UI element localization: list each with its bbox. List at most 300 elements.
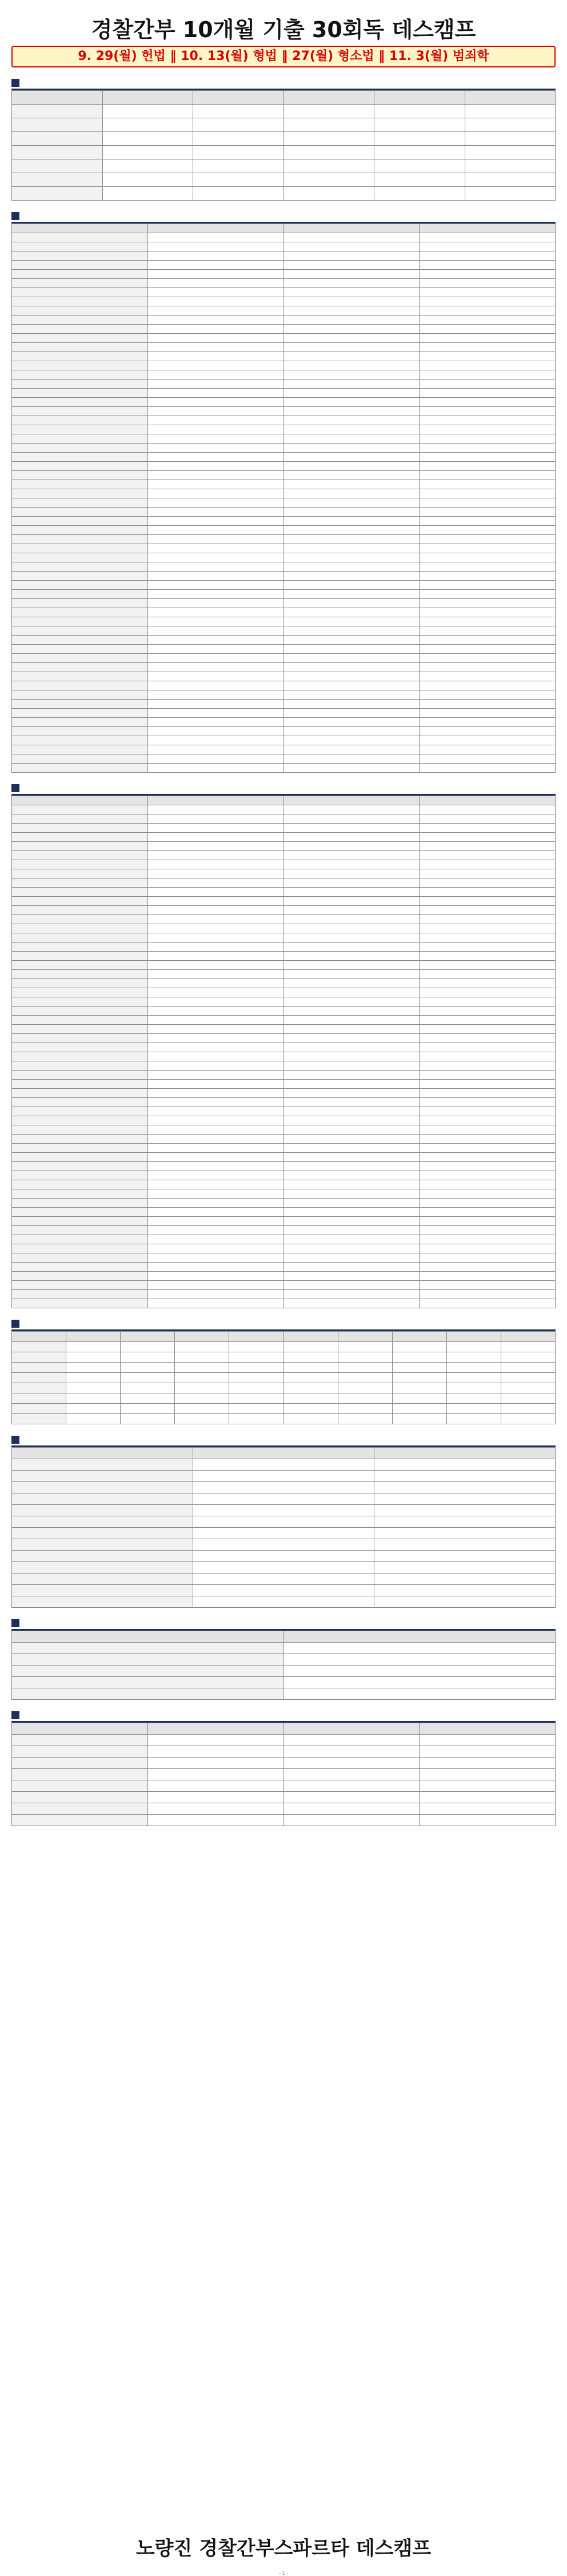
table-cell — [147, 1299, 284, 1308]
table-cell — [229, 1373, 284, 1383]
table-row — [12, 970, 556, 979]
table-header-cell — [66, 1332, 121, 1342]
table-cell — [12, 1107, 148, 1116]
table-cell — [284, 288, 420, 297]
table-cell — [175, 1404, 229, 1414]
table-cell — [284, 159, 374, 173]
table-cell — [284, 805, 420, 814]
table-cell — [284, 1688, 556, 1700]
table-cell — [284, 745, 420, 754]
table-cell — [284, 727, 420, 736]
table-row — [12, 833, 556, 842]
table-cell — [284, 1404, 338, 1414]
table-row — [12, 1482, 556, 1493]
table-cell — [284, 315, 420, 325]
table-cell — [284, 233, 420, 242]
table-cell — [284, 1135, 420, 1144]
table-cell — [284, 1383, 338, 1393]
table-cell — [147, 897, 284, 906]
table-row — [12, 1769, 556, 1780]
table-cell — [374, 146, 465, 159]
table-cell — [284, 997, 420, 1007]
table-row — [12, 325, 556, 334]
table-cell — [501, 1352, 555, 1363]
table-row — [12, 1080, 556, 1089]
table-cell — [147, 1253, 284, 1263]
table-row — [12, 1043, 556, 1052]
table-cell — [147, 297, 284, 306]
table-cell — [420, 754, 556, 764]
table-cell — [12, 1061, 148, 1071]
section-marker-icon — [11, 1436, 19, 1444]
table-cell — [420, 416, 556, 425]
table-row — [12, 1016, 556, 1025]
table-cell — [284, 878, 420, 888]
table-cell — [284, 1043, 420, 1052]
table-cell — [147, 1244, 284, 1253]
table-cell — [284, 942, 420, 952]
table-cell — [12, 617, 148, 626]
table-row — [12, 315, 556, 325]
table-cell — [284, 654, 420, 663]
table-cell — [374, 132, 465, 146]
table-cell — [420, 1780, 556, 1792]
table-cell — [420, 764, 556, 773]
table-cell — [420, 842, 556, 851]
table-cell — [66, 1393, 121, 1404]
table-cell — [284, 325, 420, 334]
table-cell — [284, 718, 420, 727]
table-cell — [420, 1016, 556, 1025]
table-cell — [12, 352, 148, 361]
table-cell — [12, 1007, 148, 1016]
table-cell — [12, 851, 148, 860]
table-row — [12, 626, 556, 636]
table-cell — [12, 1290, 148, 1299]
section-marker-icon — [11, 212, 19, 220]
table-cell — [284, 1373, 338, 1383]
table-row — [12, 233, 556, 242]
table-cell — [420, 942, 556, 952]
table-cell — [284, 1363, 338, 1373]
table-cell — [12, 599, 148, 608]
table-cell — [12, 361, 148, 370]
table-row — [12, 745, 556, 754]
table-row — [12, 535, 556, 544]
table-row — [12, 1666, 556, 1677]
table-cell — [284, 1144, 420, 1153]
table-cell — [147, 942, 284, 952]
table-cell — [147, 279, 284, 288]
table-cell — [193, 173, 284, 187]
table-cell — [420, 1007, 556, 1016]
table-row — [12, 1414, 556, 1424]
table-row — [12, 517, 556, 526]
table-cell — [284, 1666, 556, 1677]
table-cell — [284, 1654, 556, 1666]
table-cell — [147, 1290, 284, 1299]
table-cell — [420, 700, 556, 709]
table-row — [12, 878, 556, 888]
table-row — [12, 1677, 556, 1688]
table-cell — [12, 517, 148, 526]
table-cell — [420, 489, 556, 498]
table-cell — [12, 1735, 148, 1746]
table-cell — [147, 1758, 284, 1769]
table-cell — [147, 833, 284, 842]
table-cell — [420, 1162, 556, 1171]
table-cell — [12, 897, 148, 906]
table-cell — [12, 1482, 193, 1493]
table-cell — [147, 952, 284, 961]
table-cell — [420, 1199, 556, 1208]
table-cell — [284, 306, 420, 315]
table-cell — [147, 814, 284, 824]
table-cell — [420, 270, 556, 279]
section-4-header — [11, 1317, 556, 1331]
table-cell — [284, 860, 420, 869]
section-4-table — [11, 1331, 556, 1424]
table-cell — [420, 952, 556, 961]
table-cell — [374, 1573, 556, 1585]
table-row — [12, 1539, 556, 1551]
table-row — [12, 1654, 556, 1666]
section-2-header — [11, 210, 556, 223]
table-row — [12, 1199, 556, 1208]
table-cell — [12, 833, 148, 842]
table-cell — [12, 1272, 148, 1281]
table-cell — [420, 970, 556, 979]
table-cell — [193, 118, 284, 132]
table-cell — [284, 1253, 420, 1263]
table-cell — [284, 535, 420, 544]
table-cell — [284, 1052, 420, 1061]
schedule-banner: 9. 29(월) 헌법 ‖ 10. 13(월) 형법 ‖ 27(월) 형소법 ‖ 11. 3(월) 범죄학 — [11, 46, 556, 67]
table-cell — [284, 1080, 420, 1089]
table-cell — [147, 933, 284, 942]
table-row — [12, 187, 556, 201]
table-cell — [284, 471, 420, 480]
table-row — [12, 851, 556, 860]
table-cell — [147, 805, 284, 814]
table-cell — [420, 233, 556, 242]
table-cell — [420, 1061, 556, 1071]
table-cell — [284, 1071, 420, 1080]
table-cell — [420, 343, 556, 352]
table-cell — [12, 471, 148, 480]
table-row — [12, 1723, 556, 1735]
table-cell — [420, 1025, 556, 1034]
section-6-header — [11, 1617, 556, 1631]
table-row — [12, 1272, 556, 1281]
table-cell — [420, 1208, 556, 1217]
table-row — [12, 462, 556, 471]
section-3-table — [11, 796, 556, 1308]
table-cell — [12, 1342, 66, 1352]
table-row — [12, 1363, 556, 1373]
table-cell — [12, 805, 148, 814]
table-cell — [12, 288, 148, 297]
table-cell — [420, 444, 556, 453]
section-3 — [11, 782, 556, 1308]
table-cell — [12, 1016, 148, 1025]
table-cell — [374, 1482, 556, 1493]
table-cell — [147, 764, 284, 773]
table-row — [12, 915, 556, 924]
table-cell — [420, 805, 556, 814]
table-cell — [147, 270, 284, 279]
table-cell — [12, 1217, 148, 1226]
table-cell — [420, 526, 556, 535]
table-cell — [420, 1125, 556, 1135]
table-cell — [420, 535, 556, 544]
table-cell — [420, 1135, 556, 1144]
table-cell — [147, 654, 284, 663]
table-row — [12, 1792, 556, 1803]
table-cell — [420, 727, 556, 736]
table-cell — [12, 1125, 148, 1135]
table-cell — [338, 1363, 392, 1373]
table-row — [12, 842, 556, 851]
table-cell — [12, 233, 148, 242]
table-cell — [420, 988, 556, 997]
table-cell — [147, 599, 284, 608]
table-cell — [12, 1654, 284, 1666]
table-row — [12, 1135, 556, 1144]
table-cell — [284, 754, 420, 764]
table-cell — [12, 1404, 66, 1414]
table-cell — [147, 915, 284, 924]
table-cell — [12, 979, 148, 988]
table-cell — [284, 370, 420, 380]
table-cell — [12, 1539, 193, 1551]
table-cell — [147, 1746, 284, 1758]
table-cell — [12, 251, 148, 261]
table-row — [12, 1528, 556, 1539]
table-cell — [193, 1551, 374, 1562]
table-row — [12, 897, 556, 906]
table-cell — [12, 654, 148, 663]
table-row — [12, 334, 556, 343]
table-cell — [420, 1281, 556, 1290]
table-cell — [12, 1116, 148, 1125]
table-cell — [420, 380, 556, 389]
table-cell — [12, 997, 148, 1007]
table-cell — [147, 1135, 284, 1144]
table-cell — [175, 1393, 229, 1404]
table-cell — [12, 279, 148, 288]
table-cell — [175, 1363, 229, 1373]
table-cell — [12, 315, 148, 325]
table-cell — [147, 1052, 284, 1061]
table-cell — [284, 146, 374, 159]
table-row — [12, 553, 556, 562]
table-cell — [193, 1585, 374, 1596]
table-cell — [12, 498, 148, 508]
table-cell — [193, 132, 284, 146]
table-cell — [284, 1393, 338, 1404]
table-row — [12, 1448, 556, 1459]
table-cell — [420, 1290, 556, 1299]
table-row — [12, 1780, 556, 1792]
table-cell — [12, 672, 148, 681]
table-cell — [12, 1769, 148, 1780]
table-cell — [284, 118, 374, 132]
table-cell — [12, 553, 148, 562]
table-cell — [12, 1071, 148, 1080]
table-row — [12, 1516, 556, 1528]
table-cell — [284, 1281, 420, 1290]
table-row — [12, 1180, 556, 1189]
table-cell — [12, 1244, 148, 1253]
table-row — [12, 1162, 556, 1171]
table-cell — [420, 572, 556, 581]
table-cell — [284, 970, 420, 979]
table-header-cell — [465, 91, 556, 105]
table-cell — [102, 146, 193, 159]
table-cell — [420, 407, 556, 416]
table-cell — [12, 1080, 148, 1089]
table-header-cell — [147, 224, 284, 233]
table-cell — [147, 1080, 284, 1089]
table-row — [12, 1125, 556, 1135]
table-row — [12, 1758, 556, 1769]
table-cell — [420, 297, 556, 306]
table-cell — [420, 736, 556, 745]
table-row — [12, 1226, 556, 1235]
table-cell — [284, 1180, 420, 1189]
table-cell — [501, 1373, 555, 1383]
table-cell — [193, 1482, 374, 1493]
table-cell — [12, 297, 148, 306]
table-header-cell — [420, 224, 556, 233]
table-cell — [284, 888, 420, 897]
table-cell — [284, 1007, 420, 1016]
table-cell — [147, 700, 284, 709]
table-cell — [147, 398, 284, 407]
table-cell — [338, 1414, 392, 1424]
table-cell — [284, 343, 420, 352]
table-cell — [12, 535, 148, 544]
table-row — [12, 1383, 556, 1393]
table-cell — [12, 961, 148, 970]
section-marker-icon — [11, 79, 19, 87]
table-cell — [193, 1471, 374, 1482]
table-cell — [147, 824, 284, 833]
table-cell — [12, 306, 148, 315]
table-cell — [12, 1208, 148, 1217]
table-cell — [12, 745, 148, 754]
table-cell — [284, 444, 420, 453]
table-cell — [12, 1666, 284, 1677]
table-cell — [284, 933, 420, 942]
table-cell — [420, 709, 556, 718]
table-row — [12, 700, 556, 709]
table-row — [12, 860, 556, 869]
table-cell — [12, 1562, 193, 1573]
table-cell — [420, 663, 556, 672]
table-cell — [392, 1414, 446, 1424]
table-row — [12, 1253, 556, 1263]
table-row — [12, 105, 556, 118]
table-cell — [446, 1393, 501, 1404]
table-cell — [284, 590, 420, 599]
table-cell — [284, 380, 420, 389]
table-cell — [12, 1677, 284, 1688]
table-cell — [446, 1414, 501, 1424]
table-cell — [12, 1414, 66, 1424]
table-cell — [420, 906, 556, 915]
table-cell — [147, 489, 284, 498]
table-row — [12, 924, 556, 933]
table-cell — [12, 608, 148, 617]
table-cell — [284, 672, 420, 681]
table-cell — [284, 1171, 420, 1180]
table-row — [12, 389, 556, 398]
table-cell — [147, 261, 284, 270]
table-cell — [284, 1643, 556, 1654]
table-cell — [121, 1352, 175, 1363]
table-row — [12, 796, 556, 805]
table-row — [12, 1585, 556, 1596]
table-cell — [12, 842, 148, 851]
table-row — [12, 1631, 556, 1643]
table-cell — [284, 952, 420, 961]
table-cell — [147, 1769, 284, 1780]
table-cell — [12, 398, 148, 407]
table-cell — [284, 915, 420, 924]
table-cell — [147, 1016, 284, 1025]
table-cell — [12, 1299, 148, 1308]
table-cell — [12, 1025, 148, 1034]
table-row — [12, 224, 556, 233]
table-cell — [147, 526, 284, 535]
table-row — [12, 398, 556, 407]
table-row — [12, 270, 556, 279]
table-cell — [420, 306, 556, 315]
table-cell — [12, 425, 148, 434]
table-cell — [147, 508, 284, 517]
table-row — [12, 1208, 556, 1217]
table-cell — [147, 988, 284, 997]
table-cell — [284, 1125, 420, 1135]
table-row — [12, 663, 556, 672]
table-cell — [12, 1493, 193, 1505]
table-cell — [420, 672, 556, 681]
table-cell — [66, 1363, 121, 1373]
table-cell — [147, 334, 284, 343]
table-cell — [147, 434, 284, 444]
table-cell — [147, 1116, 284, 1125]
section-1-table — [11, 90, 556, 201]
table-cell — [284, 814, 420, 824]
table-cell — [12, 1089, 148, 1098]
table-cell — [193, 1459, 374, 1471]
table-cell — [284, 690, 420, 700]
table-cell — [420, 434, 556, 444]
table-cell — [284, 1199, 420, 1208]
table-cell — [284, 924, 420, 933]
table-header-cell — [12, 91, 103, 105]
table-cell — [374, 159, 465, 173]
section-5-table — [11, 1447, 556, 1608]
table-cell — [284, 617, 420, 626]
table-cell — [147, 1162, 284, 1171]
table-cell — [147, 608, 284, 617]
table-header-cell — [338, 1332, 392, 1342]
table-cell — [12, 270, 148, 279]
table-cell — [374, 1551, 556, 1562]
